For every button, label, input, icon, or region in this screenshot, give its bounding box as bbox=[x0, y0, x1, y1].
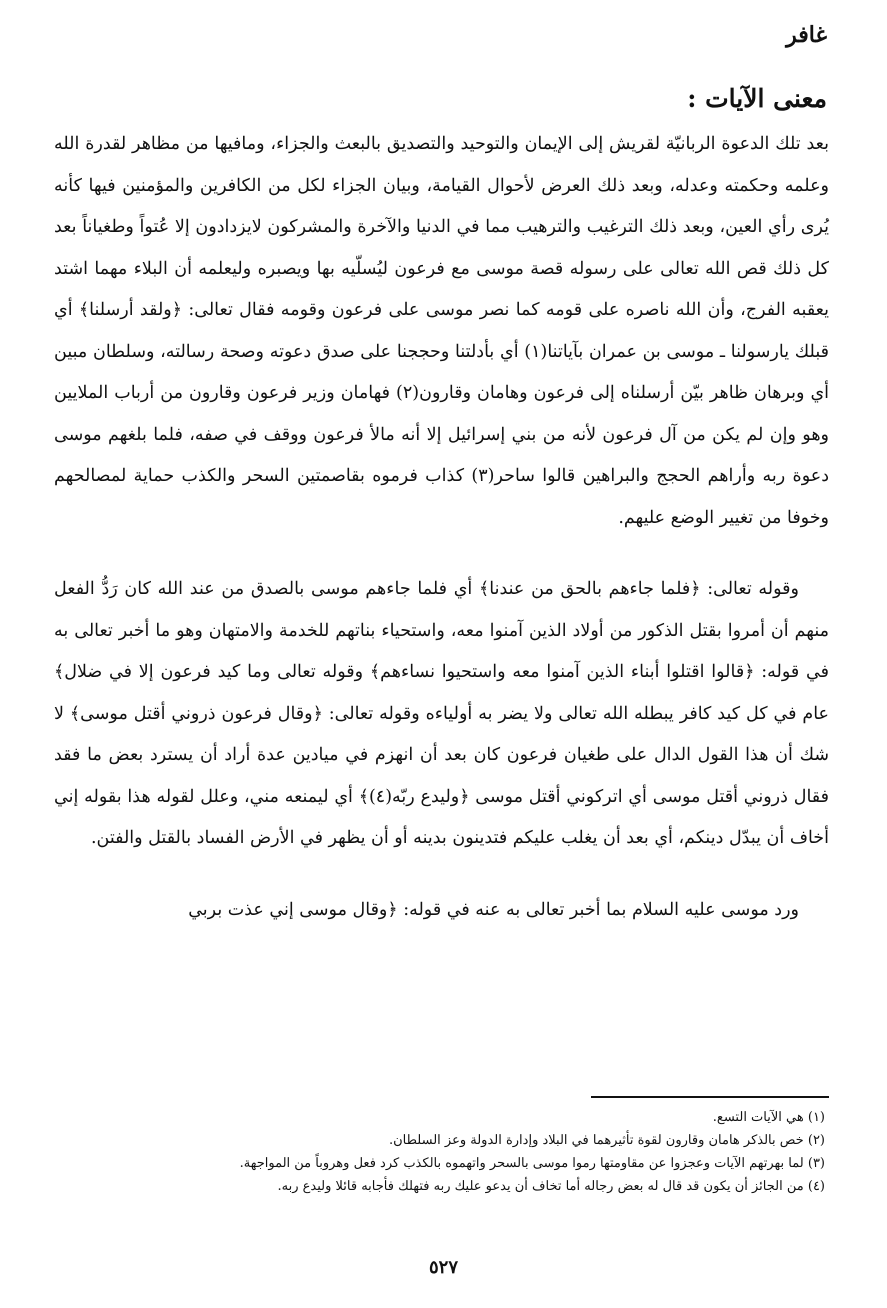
footnote-3: (٣) لما بهرتهم الآيات وعجزوا عن مقاومتها رموا موسى بالسحر واتهموه بالكذب كرد فعل وهروباً من المواجهة. bbox=[239, 1156, 825, 1171]
footnotes bbox=[65, 1106, 825, 1198]
main-text bbox=[54, 124, 829, 931]
footnote-divider bbox=[591, 1096, 829, 1098]
paragraph-1: بعد تلك الدعوة الربانيّة لقريش إلى الإيمان والتوحيد والتصديق بالبعث والجزاء، ومافيها من مظاهر لقدرة الله وعلمه وحكمته وعدله، وبعد ذلك العرض لأحوال القيامة، وبيان الجزاء لكل من الكافرين والمؤمنين فيها كأنه يُرى رأي العين، وبعد ذلك الترغيب والترهيب مما في الدنيا والآخرة والمشركون لايزدادون إلا عُتواً وطغياناً بعد كل ذلك قص الله تعالى على رسوله قصة موسى مع فرعون ليُسلّيه بها ويصبره وليعلمه أن البلاء مهما اشتد يعقبه الفرج، وأن الله ناصره على قومه كما نصر موسى على فرعون وقومه فقال تعالى: ﴿ولقد أرسلنا﴾ أي قبلك يارسولنا ـ موسى بن عمران بآياتنا(١) أي بأدلتنا وحججنا على صدق دعوته وصحة رسالته، وسلطان مبين أي وبرهان ظاهر بيّن أرسلناه إلى فرعون وهامان وقارون(٢) فهامان وزير فرعون وقارون من أرباب الملايين وهو وإن لم يكن من آل فرعون لأنه من بني إسرائيل إلا أنه مالأ فرعون ووقف في صفه، فلما بلغهم موسى دعوة ربه وأراهم الحجج والبراهين قالوا ساحر(٣) كذاب فرموه بقاصمتين السحر والكذب حماية لمصالحهم وخوفا من تغيير الوضع عليهم. bbox=[54, 134, 829, 528]
footnote-2: (٢) خص بالذكر هامان وقارون لقوة تأثيرهما في البلاد وإدارة الدولة وعز السلطان. bbox=[388, 1133, 825, 1148]
section-title: معنى الآيات : bbox=[687, 84, 827, 113]
running-header-surah-name: غافر bbox=[786, 22, 827, 48]
paragraph-2: وقوله تعالى: ﴿فلما جاءهم بالحق من عندنا﴾ أي فلما جاءهم موسى بالصدق من عند الله كان رَدُّ الفعل منهم أن أمروا بقتل الذكور من أولاد الذين آمنوا معه، واستحياء بناتهم للخدمة والامتهان وهو ما أخبر تعالى به في قوله: ﴿قالوا اقتلوا أبناء الذين آمنوا معه واستحيوا نساءهم﴾ وقوله تعالى وما كيد فرعون إلا في ضلال﴾ عام في كل كيد كافر يبطله الله تعالى ولا يضر به أولياءه وقوله تعالى: ﴿وقال فرعون ذروني أقتل موسى﴾ لا شك أن هذا القول الدال على طغيان فرعون كان بعد أن انهزم في ميادين عدة أراد أن يسترد بعض ما فقد فقال ذروني أقتل موسى أي اتركوني أقتل موسى ﴿وليدع ربّه(٤)﴾ أي ليمنعه مني، وعلل لقوله هذا بقوله إني أخاف أن يبدّل دينكم، أي بعد أن يغلب عليكم فتدينون بدينه أو أن يظهر في الأرض الفساد بالقتل والفتن. bbox=[54, 579, 829, 848]
page-number: ٥٢٧ bbox=[428, 1257, 458, 1278]
paragraph-3: ورد موسى عليه السلام بما أخبر تعالى به عنه في قوله: ﴿وقال موسى إني عذت بربي bbox=[188, 899, 799, 920]
footnote-1: (١) هي الآيات التسع. bbox=[712, 1110, 825, 1125]
footnote-4: (٤) من الجائز أن يكون قد قال له بعض رجاله أما تخاف أن يدعو عليك ربه فتهلك فأجابه قائلا وليدع ربه. bbox=[277, 1179, 825, 1194]
